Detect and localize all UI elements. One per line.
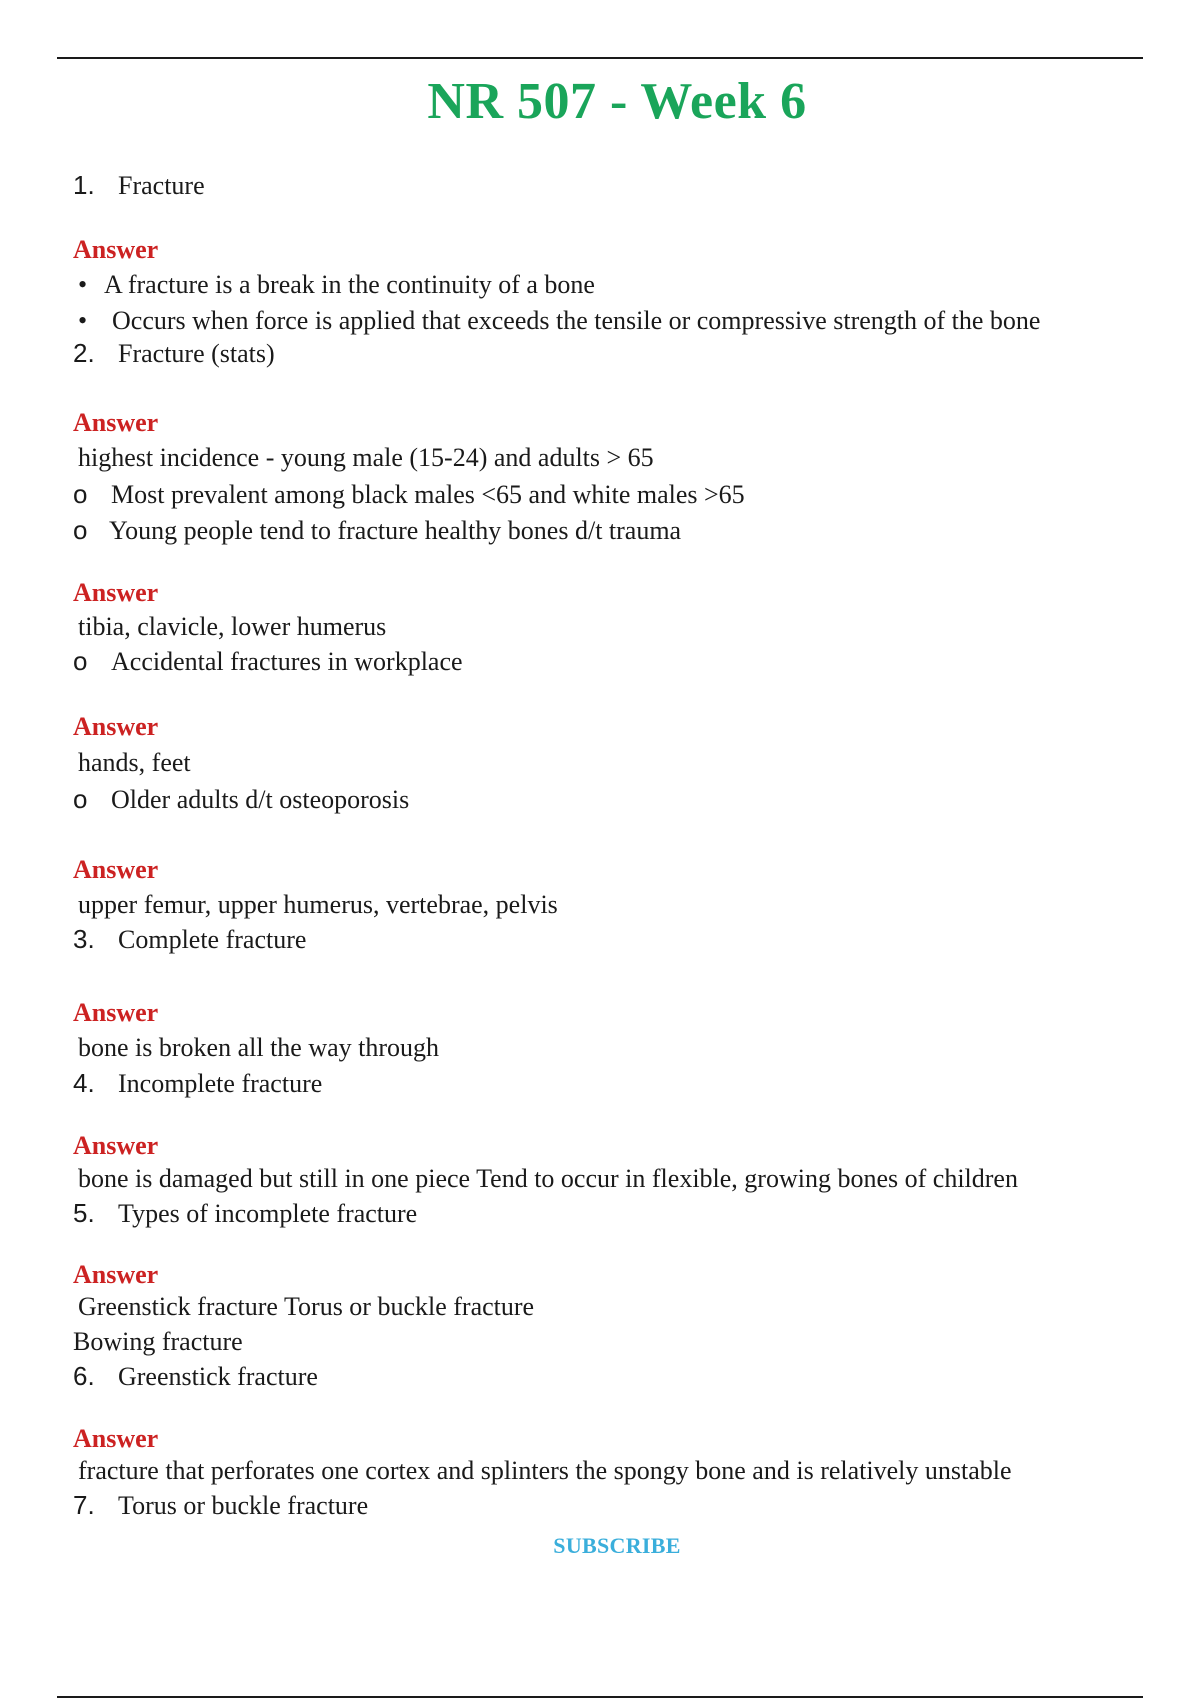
question-text: Incomplete fracture bbox=[118, 1069, 323, 1098]
answer-text: tibia, clavicle, lower humerus bbox=[78, 612, 387, 641]
sub-marker: o bbox=[73, 479, 88, 509]
answer-label: Answer bbox=[73, 855, 159, 884]
answer-label: Answer bbox=[73, 408, 159, 437]
question-number: 4. bbox=[73, 1068, 95, 1098]
answer-text: Greenstick fracture Torus or buckle fracture bbox=[78, 1292, 535, 1321]
answer-subitem: o Young people tend to fracture healthy bones d/t trauma bbox=[73, 515, 682, 545]
question-text: Fracture bbox=[118, 171, 205, 200]
question-number: 7. bbox=[73, 1490, 95, 1520]
question-3 bbox=[73, 924, 306, 955]
answer-subitem: o Accidental fractures in workplace bbox=[73, 646, 463, 676]
answer-label: Answer bbox=[73, 1424, 159, 1453]
answer-label: Answer bbox=[73, 1131, 159, 1160]
question-5 bbox=[73, 1198, 417, 1229]
question-number: 2. bbox=[73, 338, 95, 368]
question-4 bbox=[73, 1068, 322, 1099]
answer-text: hands, feet bbox=[78, 748, 191, 777]
question-1 bbox=[73, 170, 205, 201]
question-text: Torus or buckle fracture bbox=[118, 1491, 369, 1520]
answer-text: fracture that perforates one cortex and splinters the spongy bone and is relatively unstable bbox=[78, 1456, 1012, 1485]
answer-text: upper femur, upper humerus, vertebrae, pelvis bbox=[78, 890, 558, 919]
question-7 bbox=[73, 1490, 368, 1521]
page-title: NR 507 - Week 6 bbox=[427, 73, 807, 130]
sub-marker: o bbox=[73, 515, 88, 545]
question-text: Greenstick fracture bbox=[118, 1362, 318, 1391]
answer-text: bone is broken all the way through bbox=[78, 1033, 440, 1062]
answer-label: Answer bbox=[73, 998, 159, 1027]
question-text: Types of incomplete fracture bbox=[118, 1199, 418, 1228]
question-2 bbox=[73, 338, 275, 369]
answer-bullet: • A fracture is a break in the continuity of a bone bbox=[78, 270, 595, 299]
bottom-rule bbox=[57, 1696, 1143, 1698]
sub-marker: o bbox=[73, 646, 88, 676]
answer-label: Answer bbox=[73, 578, 159, 607]
bullet-marker: • bbox=[78, 306, 88, 335]
question-text: Fracture (stats) bbox=[118, 339, 275, 368]
question-text: Complete fracture bbox=[118, 925, 307, 954]
answer-text: bone is damaged but still in one piece Tend to occur in flexible, growing bones of children bbox=[78, 1164, 1018, 1193]
answer-text: Bowing fracture bbox=[73, 1327, 243, 1356]
answer-text: highest incidence - young male (15-24) and adults > 65 bbox=[78, 443, 654, 472]
question-number: 6. bbox=[73, 1361, 95, 1391]
answer-label: Answer bbox=[73, 235, 159, 264]
top-rule bbox=[57, 57, 1143, 59]
answer-bullet: • Occurs when force is applied that exceeds the tensile or compressive strength of the bone bbox=[78, 306, 1041, 335]
sub-marker: o bbox=[73, 784, 88, 814]
answer-label: Answer bbox=[73, 1260, 159, 1289]
question-number: 1. bbox=[73, 170, 95, 200]
answer-subitem: o Older adults d/t osteoporosis bbox=[73, 784, 410, 814]
question-6 bbox=[73, 1361, 318, 1392]
bullet-marker: • bbox=[78, 270, 88, 299]
question-number: 3. bbox=[73, 924, 95, 954]
answer-label: Answer bbox=[73, 712, 159, 741]
answer-subitem: o Most prevalent among black males <65 and white males >65 bbox=[73, 479, 745, 509]
subscribe-link[interactable]: SUBSCRIBE bbox=[553, 1533, 681, 1558]
question-number: 5. bbox=[73, 1198, 95, 1228]
